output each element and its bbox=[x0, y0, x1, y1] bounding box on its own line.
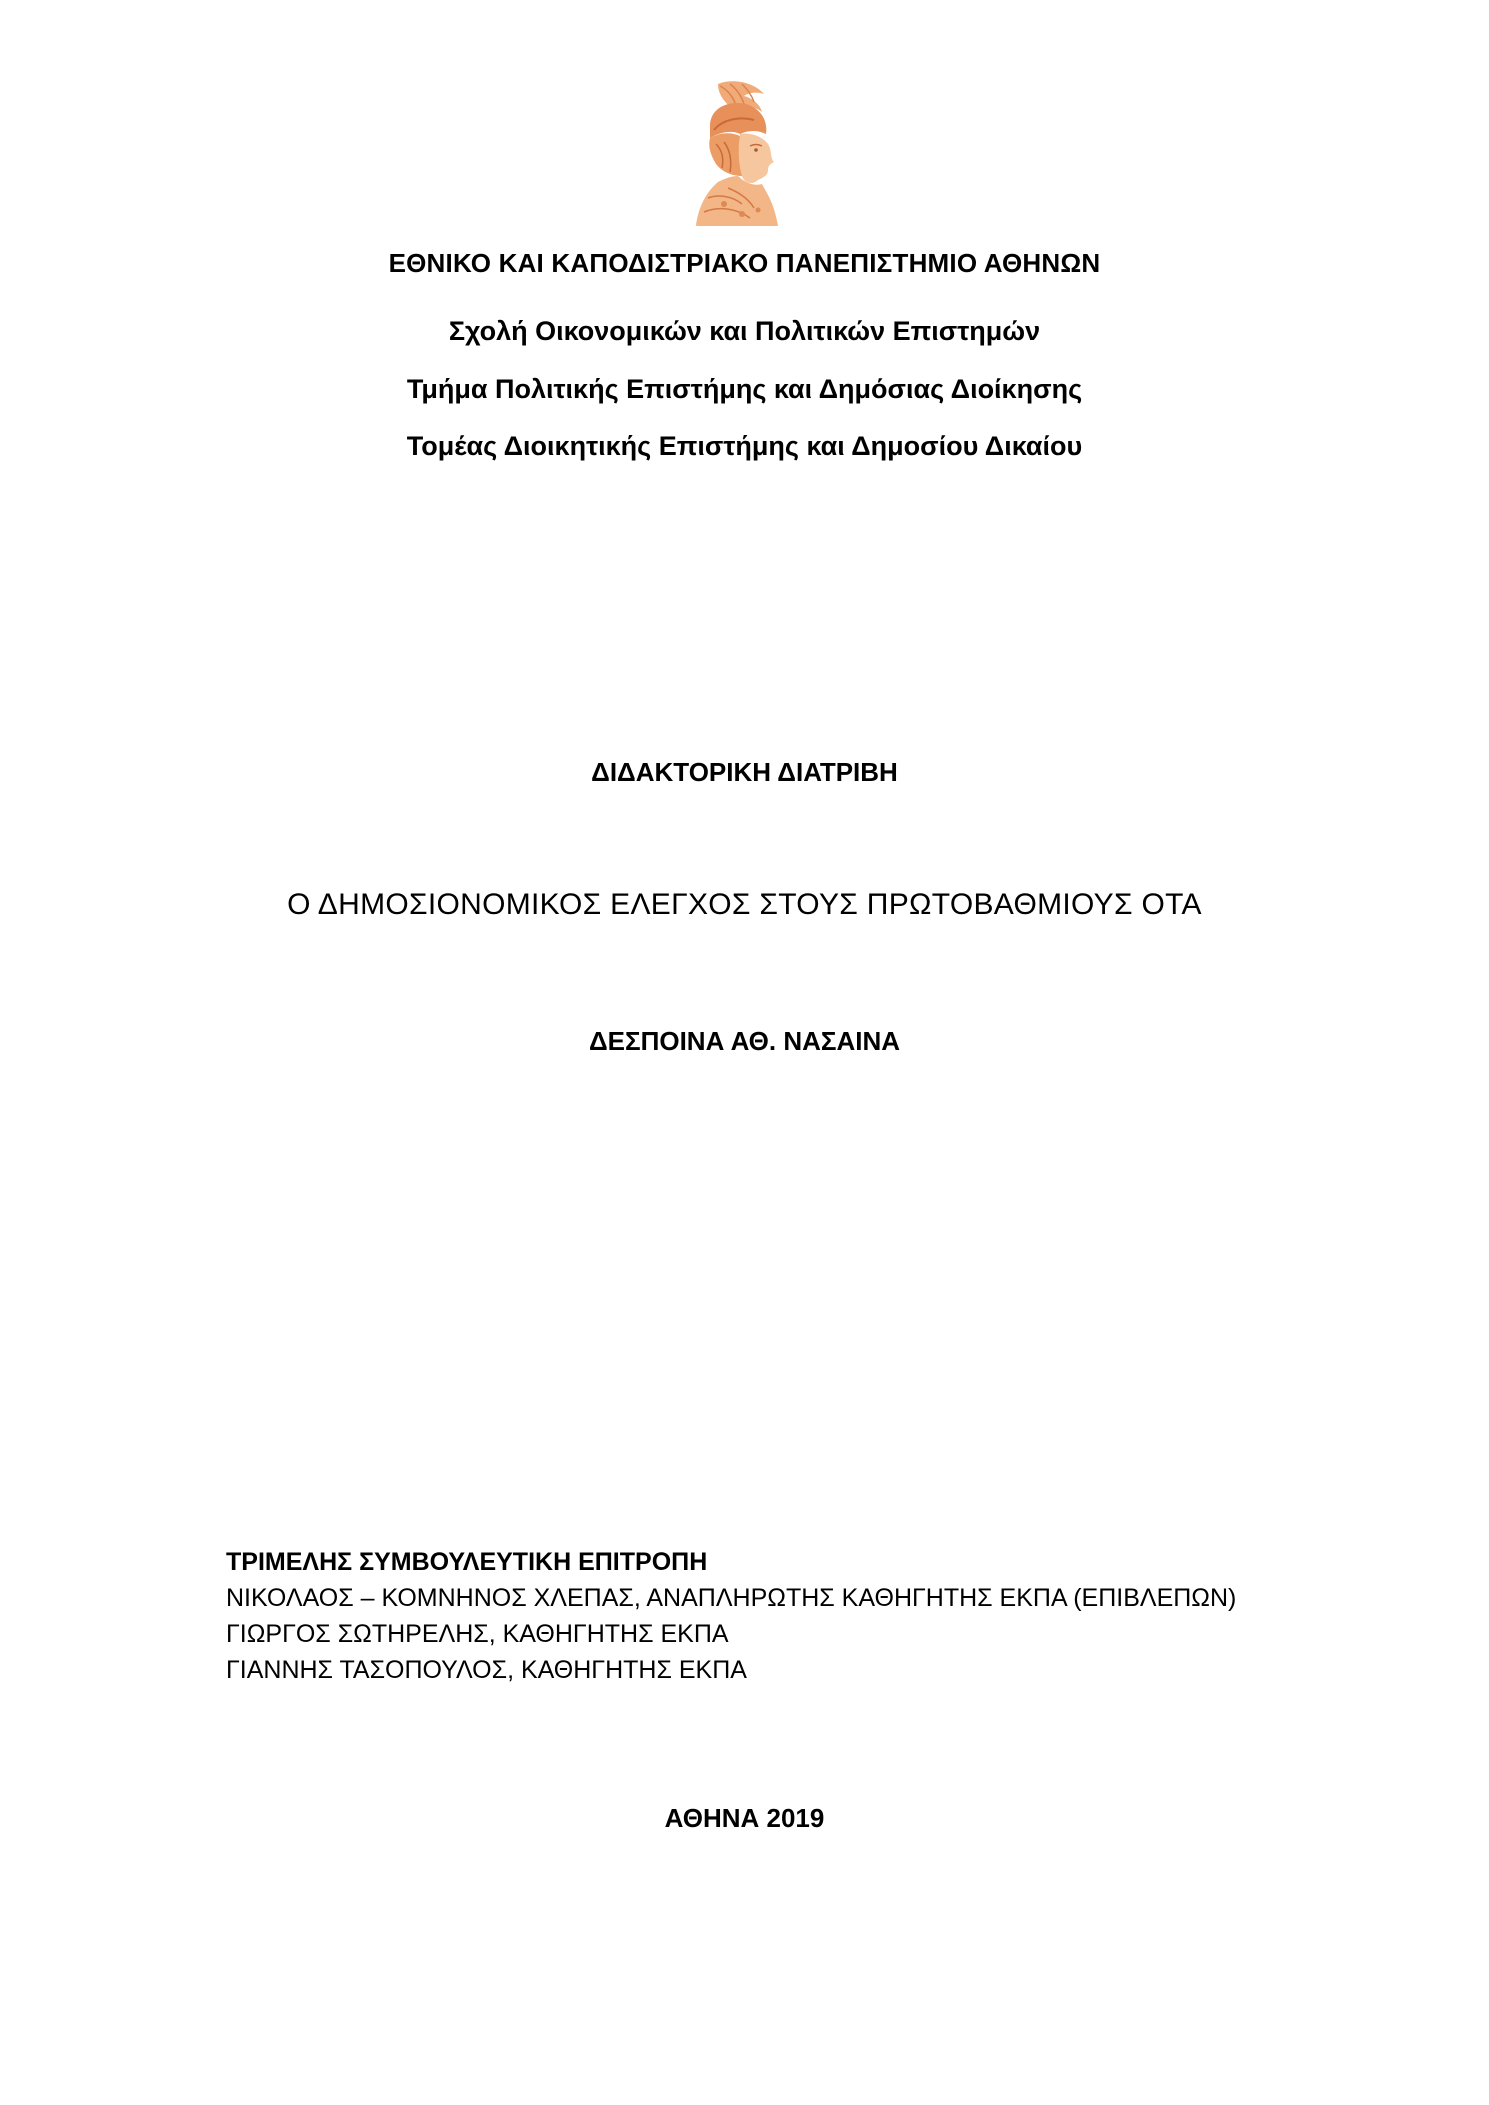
committee-member: ΓΙΑΝΝΗΣ ΤΑΣΟΠΟΥΛΟΣ, ΚΑΘΗΓΗΤΗΣ ΕΚΠΑ bbox=[226, 1656, 747, 1684]
committee-member: ΝΙΚΟΛΑΟΣ – ΚΟΜΝΗΝΟΣ ΧΛΕΠΑΣ, ΑΝΑΠΛΗΡΩΤΗΣ ΚΑΘΗΓΗΤΗΣ ΕΚΠΑ (ΕΠΙΒΛΕΠΩΝ) bbox=[226, 1584, 1237, 1612]
place-and-year: ΑΘΗΝΑ 2019 bbox=[664, 1803, 825, 1833]
document-type: ΔΙΔΑΚΤΟΡΙΚΗ ΔΙΑΤΡΙΒΗ bbox=[591, 757, 898, 787]
author-name: ΔΕΣΠΟΙΝΑ ΑΘ. ΝΑΣΑΙΝΑ bbox=[588, 1026, 901, 1056]
committee-member: ΓΙΩΡΓΟΣ ΣΩΤΗΡΕΛΗΣ, ΚΑΘΗΓΗΤΗΣ ΕΚΠΑ bbox=[226, 1620, 729, 1648]
advisory-committee bbox=[226, 1544, 1426, 1688]
athena-helmet-logo-icon bbox=[688, 80, 784, 226]
thesis-title: Ο ΔΗΜΟΣΙΟΝΟΜΙΚΟΣ ΕΛΕΓΧΟΣ ΣΤΟΥΣ ΠΡΩΤΟΒΑΘΜΙΟΥΣ ΟΤΑ bbox=[287, 888, 1202, 921]
school-name: Σχολή Οικονομικών και Πολιτικών Επιστημών bbox=[448, 316, 1041, 346]
sector-name: Τομέας Διοικητικής Επιστήμης και Δημοσίου Δικαίου bbox=[406, 431, 1083, 461]
university-name: ΕΘΝΙΚΟ ΚΑΙ ΚΑΠΟΔΙΣΤΡΙΑΚΟ ΠΑΝΕΠΙΣΤΗΜΙΟ ΑΘΗΝΩΝ bbox=[388, 248, 1101, 278]
committee-heading: ΤΡΙΜΕΛΗΣ ΣΥΜΒΟΥΛΕΥΤΙΚΗ ΕΠΙΤΡΟΠΗ bbox=[226, 1548, 708, 1576]
department-name: Τμήμα Πολιτικής Επιστήμης και Δημόσιας Διοίκησης bbox=[406, 374, 1083, 404]
